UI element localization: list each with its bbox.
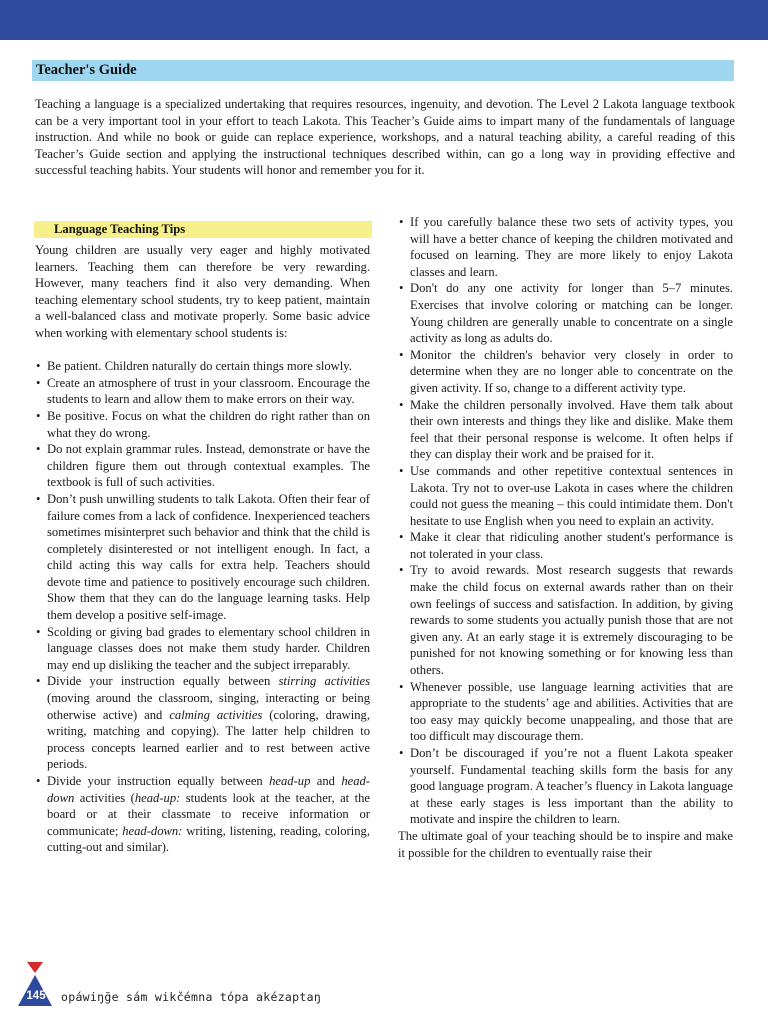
list-item: [35, 773, 370, 856]
head-down-label: head-down:: [122, 823, 183, 838]
list-item: • Be patient. Children naturally do certain things more slowly.: [35, 358, 370, 375]
stirring-text-2: (moving around the classroom, singing, interacting or being otherwise active) and: [47, 691, 370, 722]
intro-paragraph: Teaching a language is a specialized undertaking that requires resources, ingenuity, and devotion. The Level 2 Lakota language textbook can be a very important tool in your effort to teach Lakota. This Teacher’s Guide aims to impart many of the fundamentals of language instruction. And while no book or guide can replace experience, workshops, and a natural teaching ability, a careful reading of this Teacher’s Guide section and applying the instructional techniques described within, can go a long way in providing effective and successful teaching habits. Your students will honor and remember you for it.: [35, 97, 735, 177]
list-item: • Don’t push unwilling students to talk Lakota. Often their fear of failure comes from a lack of confidence. Inexperienced teachers sometimes misinterpret such behavior and think that the child is completely disinterested or not intelligent enough. In fact, a child acting this way calls for extra help. Teachers should devote time and patience to positively encourage such children. Show them that they can do the language learning tasks. Help them develop a positive self-image.: [35, 491, 370, 624]
list-item: • Monitor the children's behavior very closely in order to determine when they are no longer able to concentrate on the given activity. If so, change to a different activity type.: [398, 347, 733, 397]
section-title: Teacher's Guide: [32, 60, 734, 81]
list-item: • Scolding or giving bad grades to elementary school children in language classes does not make them study harder. Children may end up disliking the teacher and the subject irreparably.: [35, 624, 370, 674]
list-item: • Whenever possible, use language learning activities that are appropriate to the students’ age and abilities. Activities that are too easy may quickly become unappealing, and those that are too difficult may discourage them.: [398, 679, 733, 745]
list-item: • Create an atmosphere of trust in your classroom. Encourage the students to learn and allow them to make errors on their way.: [35, 375, 370, 408]
head-text-2: and: [310, 774, 342, 788]
right-tips-list: [398, 214, 733, 828]
list-item: • Try to avoid rewards. Most research suggests that rewards make the child focus on external awards rather than on their own feelings of success and satisfaction. In addition, by giving rewards to some students you actually punish those that are not given any. At an early stage it is extremely discouraging to be punished for not knowing something or for knowing less than others.: [398, 562, 733, 678]
list-item: [35, 673, 370, 773]
list-item: • Don't do any one activity for longer than 5–7 minutes. Exercises that involve coloring or matching can be longer. Young children are generally unable to concentrate on a single activity as long as adults do.: [398, 280, 733, 346]
head-down-term: head-down: [47, 774, 371, 805]
page-number: 145: [26, 990, 46, 1002]
closing-paragraph: The ultimate goal of your teaching should be to inspire and make it possible for the children to eventually raise their: [398, 828, 733, 860]
left-tips-list: [35, 358, 370, 856]
list-item: • Do not explain grammar rules. Instead, demonstrate or have the children figure them out through contextual examples. The textbook is full of such activities.: [35, 441, 370, 491]
top-color-band: [0, 0, 768, 40]
tips-intro-paragraph: Young children are usually very eager and highly motivated learners. Teaching them can therefore be very rewarding. However, many teachers find it also very demanding. When teaching elementary school students, try to keep patient, maintain a well-balanced class and motivate properly. Some basic advice when working with elementary school students is:: [35, 243, 370, 340]
stirring-text-1: Divide your instruction equally between: [47, 674, 279, 689]
list-item: • If you carefully balance these two sets of activity types, you will have a better chance of keeping the children motivated and focused on learning. They are more likely to enjoy Lakota classes and learn.: [398, 214, 733, 280]
head-text-4: students look at the teacher, at the board or at their classmate to receive information or communicate;: [47, 790, 371, 838]
footer-caption: opáwiŋğe sám wikčémna tópa akézaptaŋ: [61, 990, 322, 1004]
list-item: • Use commands and other repetitive contextual sentences in Lakota. Try not to over-use Lakota in cases where the children could not guess the meaning – this could intimidate them. Don't hesitate to use English when you need to explain an activity.: [398, 463, 733, 529]
head-text-3: activities (: [74, 790, 135, 805]
head-text-5: writing, listening, reading, coloring, cutting-out and similar).: [47, 823, 370, 855]
right-column: [398, 214, 733, 861]
head-up-term: head-up: [269, 774, 311, 788]
stirring-term: stirring activities: [278, 674, 371, 689]
list-item: • Make the children personally involved. Have them talk about their own interests and things they like and dislike. Make them feel that their personal response is welcome. It often helps if they can display their work and be praised for it.: [398, 397, 733, 463]
stirring-text-3: (coloring, drawing, writing, matching and copying). The latter help children to process concepts learned earlier and to rest between active periods.: [47, 707, 370, 772]
head-up-label: head-up:: [134, 790, 181, 805]
tips-heading: Language Teaching Tips: [34, 221, 372, 238]
left-column: [35, 242, 370, 856]
list-item: • Make it clear that ridiculing another student's performance is not tolerated in your class.: [398, 529, 733, 562]
list-item: • Be positive. Focus on what the children do right rather than on what they do wrong.: [35, 408, 370, 441]
list-item: • Don’t be discouraged if you’re not a fluent Lakota speaker yourself. Fundamental teaching skills form the basis for any good language program. A teacher’s fluency in Lakota language at these early stages is less important than the ability to motivate and inspire the children to learn.: [398, 745, 733, 828]
calming-term: calming activities: [169, 707, 263, 722]
head-text-1: Divide your instruction equally between: [47, 774, 270, 788]
